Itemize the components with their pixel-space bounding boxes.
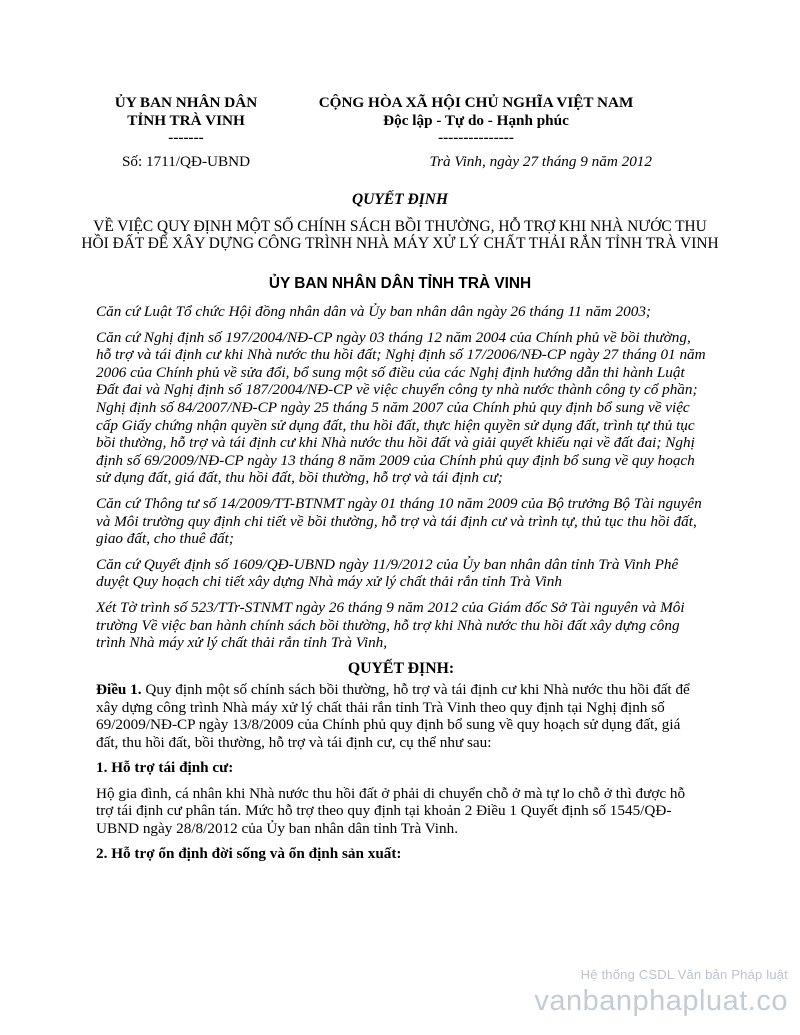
legal-bases (96, 303, 706, 652)
site-watermark (534, 966, 788, 1018)
issuing-authority-title: ỦY BAN NHÂN DÂN TỈNH TRÀ VINH (268, 275, 532, 292)
issuing-authority-block (96, 94, 276, 170)
section-1-heading: 1. Hỗ trợ tái định cư: (96, 759, 234, 777)
decision-heading: QUYẾT ĐỊNH: (347, 659, 455, 677)
national-motto-block (286, 94, 666, 170)
document-header (0, 94, 800, 174)
document-subject: VỀ VIỆC QUY ĐỊNH MỘT SỐ CHÍNH SÁCH BỒI THƯỜNG, HỖ TRỢ KHI NHÀ NƯỚC THU HỒI ĐẤT ĐỂ XÂY DỰNG CÔNG TRÌNH NHÀ MÁY XỬ LÝ CHẤT THẢI RẮN TỈNH TRÀ VINH (81, 218, 719, 253)
issuer-line2: TỈNH TRÀ VINH (127, 111, 245, 129)
legal-basis-item: Căn cứ Thông tư số 14/2009/TT-BTNMT ngày 01 tháng 10 năm 2009 của Bộ trưởng Bộ Tài nguyên và Môi trường quy định chi tiết về bồi thường, hỗ trợ và tái định cư và trình tự, thủ tục thu hồi đất, giao đất, cho thuê đất; (96, 494, 702, 548)
legal-basis-item: Căn cứ Luật Tổ chức Hội đồng nhân dân và Ủy ban nhân dân ngày 26 tháng 11 năm 2003; (96, 303, 651, 320)
document-type: QUYẾT ĐỊNH (351, 191, 448, 208)
watermark-domain: vanbanphapluat.co (534, 984, 788, 1017)
article-1 (96, 681, 706, 751)
article-1-text: Quy định một số chính sách bồi thường, hỗ trợ và tái định cư khi Nhà nước thu hồi đất để xây dựng công trình Nhà máy xử lý chất thải rắn tỉnh Trà Vinh theo quy định tại Nghị định số 69/2009/NĐ-CP ngày 13/8/2009 của Chính phủ quy định bổ sung về quy hoạch sử dụng đất, giá đất, thu hồi đất, bồi thường, hỗ trợ và tái định cư, cụ thể như sau: (96, 681, 690, 751)
watermark-tagline: Hệ thống CSDL Văn bản Pháp luật (580, 967, 788, 982)
legal-basis-item: Căn cứ Nghị định số 197/2004/NĐ-CP ngày 03 tháng 12 năm 2004 của Chính phủ về bồi thường, hỗ trợ và tái định cư khi Nhà nước thu hồi đất; Nghị định số 17/2006/NĐ-CP ngày 27 tháng 01 năm 2006 của Chính phủ về sửa đổi, bổ sung một số điều của các Nghị định hướng dẫn thi hành Luật Đất đai và Nghị định số 187/2004/NĐ-CP về việc chuyển công ty nhà nước thành công ty cổ phần; Nghị định số 84/2007/NĐ-CP ngày 25 tháng 5 năm 2007 của Chính phủ quy định bổ sung về việc cấp Giấy chứng nhận quyền sử dụng đất, thu hồi đất, thực hiện quyền sử dụng đất, trình tự thủ tục bồi thường, hỗ trợ và tái định cư khi Nhà nước thu hồi đất và giải quyết khiếu nại về đất đai; Nghị định số 69/2009/NĐ-CP ngày 13 tháng 8 năm 2009 của Chính phủ quy định bổ sung về quy hoạch sử dụng đất, giá đất, thu hồi đất, bồi thường, hỗ trợ và tái định cư; (96, 328, 706, 487)
document-date: Trà Vinh, ngày 27 tháng 9 năm 2012 (429, 152, 652, 170)
legal-basis-item: Căn cứ Quyết định số 1609/QĐ-UBND ngày 11/9/2012 của Ủy ban nhân dân tỉnh Trà Vinh Phê duyệt Quy hoạch chi tiết xây dựng Nhà máy xử lý chất thải rắn tỉnh Trà Vinh (96, 555, 679, 591)
issuer-divider: ------- (168, 129, 204, 146)
section-1-text: Hộ gia đình, cá nhân khi Nhà nước thu hồi đất ở phải di chuyển chỗ ở mà tự lo chỗ ở thì được hỗ trợ tái định cư phân tán. Mức hỗ trợ theo quy định tại khoản 2 Điều 1 Quyết định số 1545/QĐ-UBND ngày 28/8/2012 của Ủy ban nhân dân tỉnh Trà Vinh. (96, 784, 686, 837)
motto-divider: --------------- (438, 129, 514, 146)
document-body (96, 303, 706, 871)
article-1-label: Điều 1. (96, 681, 142, 699)
national-title: CỘNG HÒA XÃ HỘI CHỦ NGHĨA VIỆT NAM (318, 94, 634, 111)
section-2-heading: 2. Hỗ trợ ổn định đời sống và ổn định sản xuất: (96, 845, 402, 863)
legal-basis-item: Xét Tờ trình số 523/TTr-STNMT ngày 26 tháng 9 năm 2012 của Giám đốc Sở Tài nguyên và Môi trường Về việc ban hành chính sách bồi thường, hỗ trợ khi Nhà nước thu hồi đất xây dựng công trình Nhà máy xử lý chất thải rắn tỉnh Trà Vinh, (96, 598, 685, 652)
document-number: Số: 1711/QĐ-UBND (121, 152, 251, 170)
national-motto: Độc lập - Tự do - Hạnh phúc (383, 111, 569, 129)
issuer-line1: ỦY BAN NHÂN DÂN (114, 94, 258, 111)
